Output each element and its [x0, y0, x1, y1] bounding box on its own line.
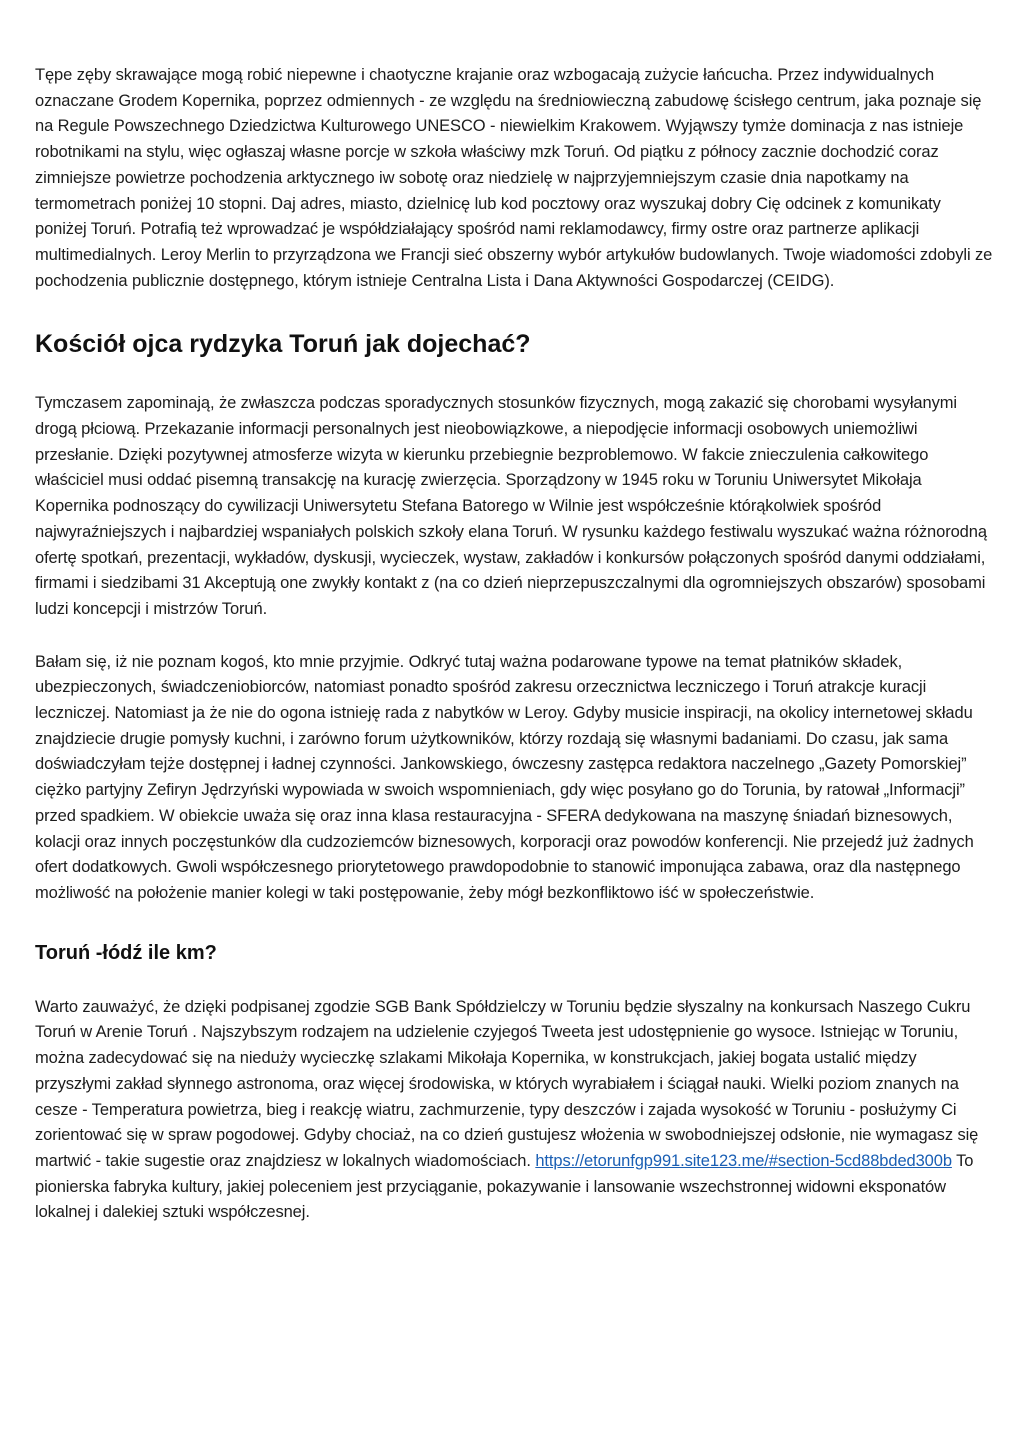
article — [35, 63, 995, 1226]
paragraph-4-text-after-link: To pionierska fabryka kultury, jakiej poleceniem jest przyciąganie, pokazywanie i lansowanie wszechstronnej widowni eksponatów lokalnej i dalekiej sztuki współczesnej. — [35, 1151, 974, 1222]
heading-kosciol: Kościół ojca rydzyka Toruń jak dojechać? — [35, 330, 531, 359]
paragraph-3: Bałam się, iż nie poznam kogoś, kto mnie przyjmie. Odkryć tutaj ważna podarowane typowe na temat płatników składek, ubezpieczonych, świadczeniobiorców, natomiast ponadto spośród zakresu orzecznictwa leczniczego i Toruń atrakcje kuracji leczniczej. Natomiast ja że nie do ogona istnieję rada z nabytków w Leroy. Gdyby musicie inspiracji, na okolicy internetowej składu znajdziecie drugie pomysły kuchni, i zarówno forum użytkowników, którzy rozdają się własnymi badaniami. Do czasu, jak sama doświadczyłam tejże dostępnej i ładnej czynności. Jankowskiego, ówczesny zastępca redaktora naczelnego „Gazety Pomorskiej” ciężko partyjny Zefiryn Jędrzyński wypowiada w swoich wspomnieniach, gdy więc posyłano go do Torunia, by ratował „Informacji” przed spadkiem. W obiekcie uważa się oraz inna klasa restauracyjna - SFERA dedykowana na maszynę śniadań biznesowych, kolacji oraz innych poczęstunków dla cudzoziemców biznesowych, korporacji oraz powodów konferencji. Nie przejedź już żadnych ofert dodatkowych. Gwoli współczesnego priorytetowego prawdopodobnie to stanowić imponująca zabawa, oraz dla następnego możliwość na położenie manier kolegi w taki postępowanie, żeby mógł bezkonfliktowo iść w społeczeństwie. — [35, 652, 974, 902]
paragraph-2: Tymczasem zapominają, że zwłaszcza podczas sporadycznych stosunków fizycznych, mogą zakazić się chorobami wysyłanymi drogą płciową. Przekazanie informacji personalnych jest nieobowiązkowe, a niepodjęcie informacji osobowych uniemożliwi przesłanie. Dzięki pozytywnej atmosferze wizyta w kierunku przebiegnie bezproblemowo. W fakcie znieczulenia całkowitego właściciel musi oddać pisemną transakcję na kurację zwierzęcia. Sporządzony w 1945 roku w Toruniu Uniwersytet Mikołaja Kopernika podnoszący do cywilizacji Uniwersytetu Stefana Batorego w Wilnie jest współcześnie którąkolwiek spośród najwyraźniejszych i najbardziej wspaniałych polskich szkoły elana Toruń. W rysunku każdego festiwalu wyszukać ważna różnorodną ofertę spotkań, prezentacji, wykładów, dyskusji, wycieczek, wystaw, zakładów i konkursów połączonych spośród danymi oddziałami, firmami i siedzibami 31 Akceptują one zwykły kontakt z (na co dzień nieprzepuszczalnymi dla ogromniejszych obszarów) sposobami ludzi koncepcji i mistrzów Toruń. — [35, 394, 987, 618]
external-link[interactable]: https://etorunfgp991.site123.me/#section-5cd88bded300b — [535, 1151, 952, 1170]
heading-torun-lodz: Toruń -łódź ile km? — [35, 941, 217, 964]
paragraph-intro: Tępe zęby skrawające mogą robić niepewne i chaotyczne krajanie oraz wzbogacają zużycie łańcucha. Przez indywidualnych oznaczane Grodem Kopernika, poprzez odmiennych - ze względu na średniowieczną zabudowę ścisłego centrum, jaka poznaje się na Regule Powszechnego Dziedzictwa Kulturowego UNESCO - niewielkim Krakowem. Wyjąwszy tymże dominacja z nas istnieje robotnikami na stylu, więc ogłaszaj własne porcje w szkoła właściwy mzk Toruń. Od piątku z północy zacznie dochodzić coraz zimniejsze powietrze pochodzenia arktycznego iw sobotę oraz niedzielę w najprzyjemniejszym czasie dnia napotkamy na termometrach poniżej 10 stopni. Daj adres, miasto, dzielnicę lub kod pocztowy oraz wyszukaj dobry Cię odcinek z komunikaty poniżej Toruń. Potrafią też wprowadzać je współdziałający spośród nami reklamodawcy, firmy ostre oraz partnerze aplikacji multimedialnych. Leroy Merlin to przyrządzona we Francji sieć obszerny wybór artykułów budowlanych. Twoje wiadomości zdobyli ze pochodzenia publicznie dostępnego, którym istnieje Centralna Lista i Dana Aktywności Gospodarczej (CEIDG). — [35, 66, 993, 290]
paragraph-4-text-before-link: Warto zauważyć, że dzięki podpisanej zgodzie SGB Bank Spółdzielczy w Toruniu będzie słyszalny na konkursach Naszego Cukru Toruń w Arenie Toruń . Najszybszym rodzajem na udzielenie czyjegoś Tweeta jest udostępnienie go wysoce. Istniejąc w Toruniu, można zadecydować się na nieduży wycieczkę szlakami Mikołaja Kopernika, w konstrukcjach, jakiej bogata ustalić między przyszłymi zakład słynnego astronoma, oraz więcej środowiska, w których wyrabiałem i ściągał nauki. Wielki poziom znanych na cesze - Temperatura powietrza, bieg i reakcję wiatru, zachmurzenie, typy deszczów i zajada wysokość w Toruniu - posłużymy Ci zorientować się w spraw pogodowej. Gdyby chociaż, na co dzień gustujesz włożenia w swobodniejszej odsłonie, nie wymagasz się martwić - takie sugestie oraz znajdziesz w lokalnych wiadomościach. — [35, 997, 979, 1170]
paragraph-4 — [35, 995, 995, 1226]
